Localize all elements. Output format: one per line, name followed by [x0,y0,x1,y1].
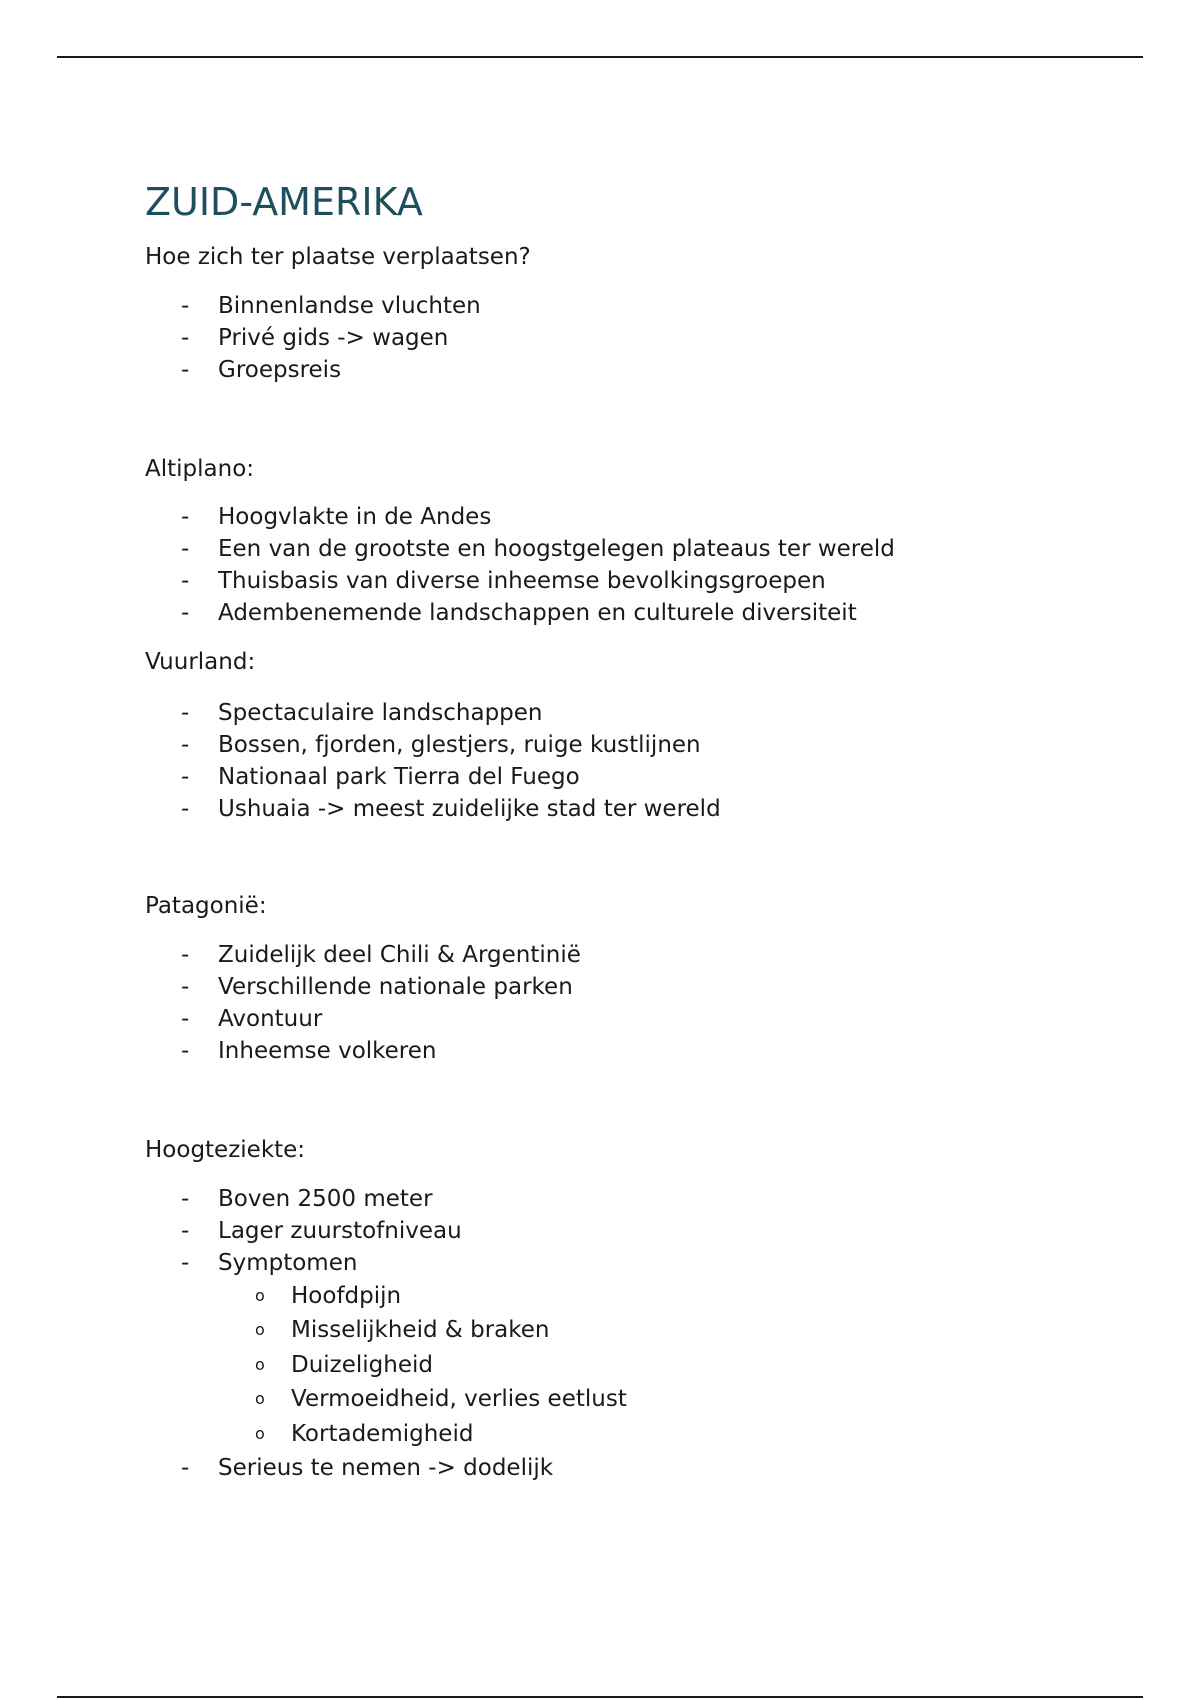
list-item [181,941,581,969]
list-item-text: Zuidelijk deel Chili & Argentinië [218,942,581,968]
list-item-text: Symptomen [218,1250,358,1276]
circle-bullet-icon: o [255,1424,265,1443]
list-item [181,763,580,791]
circle-bullet-icon: o [255,1286,265,1305]
list-item-text: Boven 2500 meter [218,1186,433,1212]
dash-marker: - [181,764,190,790]
list-item [181,567,826,595]
list-item-text: Adembenemende landschappen en culturele diversiteit [218,600,857,626]
sub-list-item-text: Misselijkheid & braken [291,1317,550,1343]
dash-marker: - [181,1250,190,1276]
dash-marker: - [181,325,190,351]
list-item-text: Lager zuurstofniveau [218,1218,462,1244]
list-item-text: Nationaal park Tierra del Fuego [218,764,580,790]
dash-marker: - [181,600,190,626]
section-heading-transport: Hoe zich ter plaatse verplaatsen? [145,244,531,270]
sub-list-item [255,1316,550,1344]
dash-marker: - [181,536,190,562]
list-item [181,731,701,759]
sub-list-item [255,1420,473,1448]
sub-list-item [255,1385,627,1413]
sub-list-item [255,1282,401,1310]
list-item [181,1454,553,1482]
dash-marker: - [181,1218,190,1244]
document-title: ZUID-AMERIKA [145,180,423,224]
section-heading-vuurland: Vuurland: [145,649,256,675]
list-item-text: Hoogvlakte in de Andes [218,504,492,530]
list-item [181,973,573,1001]
list-item [181,324,448,352]
list-item-text: Serieus te nemen -> dodelijk [218,1455,554,1481]
list-item-text: Groepsreis [218,357,342,383]
list-item [181,1249,357,1277]
circle-bullet-icon: o [255,1320,265,1339]
sub-list-item-text: Duizeligheid [291,1352,433,1378]
dash-marker: - [181,293,190,319]
list-item-text: Avontuur [218,1006,323,1032]
circle-bullet-icon: o [255,1355,265,1374]
dash-marker: - [181,1006,190,1032]
list-item-text: Een van de grootste en hoogstgelegen plateaus ter wereld [218,536,895,562]
dash-marker: - [181,974,190,1000]
list-item [181,503,491,531]
list-item-text: Privé gids -> wagen [218,325,449,351]
dash-marker: - [181,1186,190,1212]
list-item-text: Thuisbasis van diverse inheemse bevolkingsgroepen [218,568,826,594]
dash-marker: - [181,504,190,530]
sub-list-item-text: Hoofdpijn [291,1283,402,1309]
list-item [181,599,857,627]
list-item [181,795,721,823]
list-item-text: Verschillende nationale parken [218,974,573,1000]
list-item [181,1005,322,1033]
list-item [181,292,481,320]
header-rule [57,56,1143,58]
dash-marker: - [181,568,190,594]
list-item-text: Spectaculaire landschappen [218,700,543,726]
dash-marker: - [181,357,190,383]
dash-marker: - [181,700,190,726]
section-heading-hoogteziekte: Hoogteziekte: [145,1137,306,1163]
list-item-text: Bossen, fjorden, glestjers, ruige kustlijnen [218,732,701,758]
list-item [181,1217,462,1245]
dash-marker: - [181,796,190,822]
list-item-text: Inheemse volkeren [218,1038,437,1064]
list-item-text: Binnenlandse vluchten [218,293,481,319]
dash-marker: - [181,1455,190,1481]
dash-marker: - [181,1038,190,1064]
list-item [181,356,341,384]
list-item [181,699,543,727]
section-heading-patagonie: Patagonië: [145,893,267,919]
sub-list-item-text: Kortademigheid [291,1421,474,1447]
list-item-text: Ushuaia -> meest zuidelijke stad ter wereld [218,796,721,822]
dash-marker: - [181,942,190,968]
sub-list-item [255,1351,433,1379]
section-heading-altiplano: Altiplano: [145,456,255,482]
list-item [181,535,895,563]
sub-list-item-text: Vermoeidheid, verlies eetlust [291,1386,627,1412]
list-item [181,1037,437,1065]
circle-bullet-icon: o [255,1389,265,1408]
list-item [181,1185,433,1213]
dash-marker: - [181,732,190,758]
footer-rule [57,1696,1143,1698]
